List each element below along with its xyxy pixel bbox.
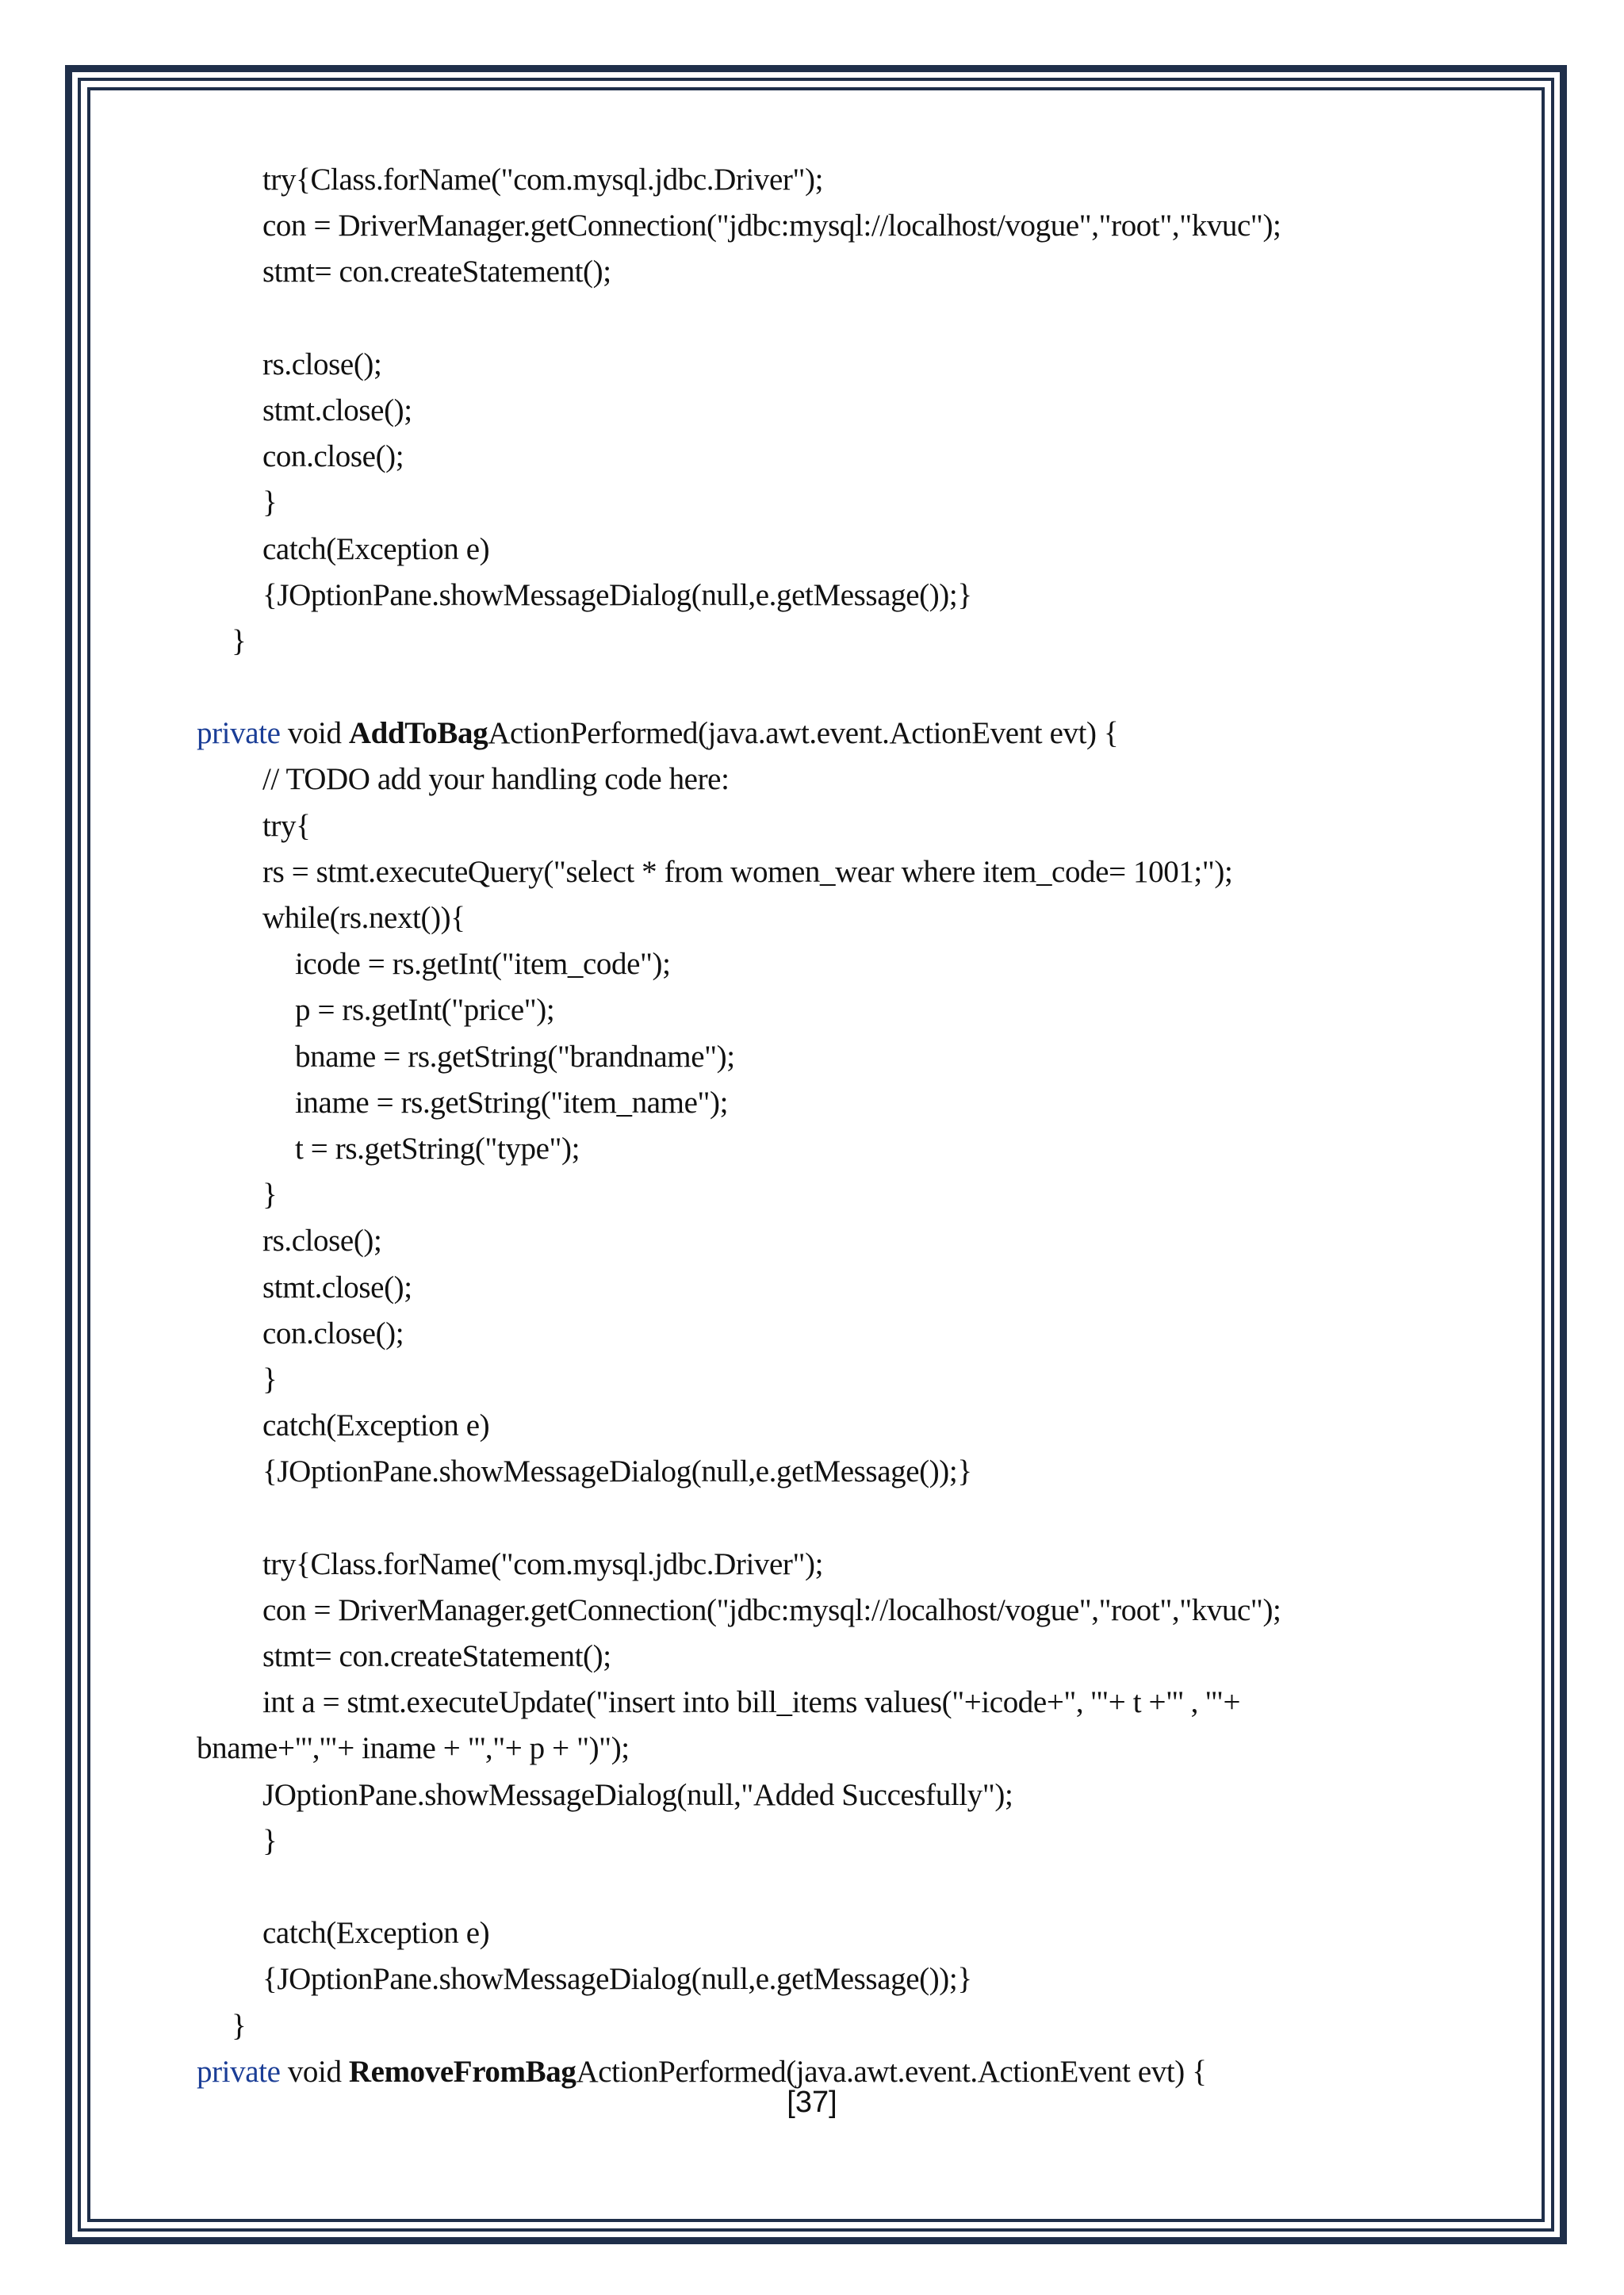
- code-method-name: AddToBag: [348, 716, 488, 751]
- code-line: }: [232, 2008, 247, 2043]
- code-line: p = rs.getInt("price");: [295, 993, 555, 1028]
- code-line: bname = rs.getString("brandname");: [295, 1039, 735, 1074]
- code-line: }: [262, 1178, 278, 1213]
- code-line: [0, 1864, 1624, 1910]
- code-line: con = DriverManager.getConnection("jdbc:mysql://localhost/vogue","root","kvuc");: [262, 1592, 1281, 1627]
- code-text: ActionPerformed(java.awt.event.ActionEvent evt) {: [488, 716, 1119, 751]
- code-line: try{Class.forName("com.mysql.jdbc.Driver");: [262, 163, 824, 197]
- code-text: void: [280, 2054, 349, 2089]
- code-line: stmt= con.createStatement();: [262, 1639, 611, 1673]
- code-line: {JOptionPane.showMessageDialog(null,e.getMessage());}: [262, 1962, 972, 1997]
- code-line: [0, 296, 1624, 342]
- code-line: }: [232, 623, 247, 658]
- code-line: }: [262, 1823, 278, 1858]
- code-listing: [0, 157, 1624, 2095]
- code-line: catch(Exception e): [262, 531, 490, 566]
- code-line: try{Class.forName("com.mysql.jdbc.Driver");: [262, 1546, 824, 1581]
- code-line: {JOptionPane.showMessageDialog(null,e.getMessage());}: [262, 577, 972, 612]
- code-line: // TODO add your handling code here:: [262, 762, 730, 797]
- code-line: con = DriverManager.getConnection("jdbc:mysql://localhost/vogue","root","kvuc");: [262, 209, 1281, 243]
- code-line: iname = rs.getString("item_name");: [295, 1085, 729, 1120]
- code-line: JOptionPane.showMessageDialog(null,"Added Succesfully");: [262, 1777, 1013, 1812]
- code-line: catch(Exception e): [262, 1408, 490, 1443]
- code-line: rs.close();: [262, 1224, 382, 1259]
- code-method-name: RemoveFromBag: [348, 2054, 576, 2089]
- code-text: void: [280, 716, 349, 751]
- code-line: t = rs.getString("type");: [295, 1131, 580, 1166]
- code-line: con.close();: [262, 1316, 404, 1351]
- code-line: stmt.close();: [262, 1270, 412, 1305]
- code-line: rs.close();: [262, 347, 382, 381]
- code-line: }: [262, 485, 278, 520]
- code-line: bname+"','"+ iname + "',"+ p + ")");: [197, 1731, 630, 1766]
- page-number: [37]: [787, 2086, 837, 2119]
- code-line: catch(Exception e): [262, 1916, 490, 1951]
- code-line: try{: [262, 808, 311, 843]
- code-keyword: private: [197, 716, 281, 751]
- code-line: }: [262, 1362, 278, 1397]
- code-line: icode = rs.getInt("item_code");: [295, 947, 671, 982]
- code-line: while(rs.next()){: [262, 901, 465, 935]
- code-line: [0, 665, 1624, 711]
- code-line: stmt.close();: [262, 393, 412, 427]
- code-line: int a = stmt.executeUpdate("insert into bill_items values("+icode+", '"+ t +"' , '"+: [262, 1685, 1241, 1720]
- code-line: stmt= con.createStatement();: [262, 255, 611, 289]
- code-keyword: private: [197, 2054, 281, 2089]
- code-line: [0, 1495, 1624, 1541]
- code-line: con.close();: [262, 439, 404, 474]
- code-line: [0, 711, 1624, 757]
- code-text: ActionPerformed(java.awt.event.ActionEvent evt) {: [576, 2054, 1207, 2089]
- code-line: rs = stmt.executeQuery("select * from women_wear where item_code= 1001;");: [262, 854, 1233, 889]
- code-line: {JOptionPane.showMessageDialog(null,e.getMessage());}: [262, 1454, 972, 1489]
